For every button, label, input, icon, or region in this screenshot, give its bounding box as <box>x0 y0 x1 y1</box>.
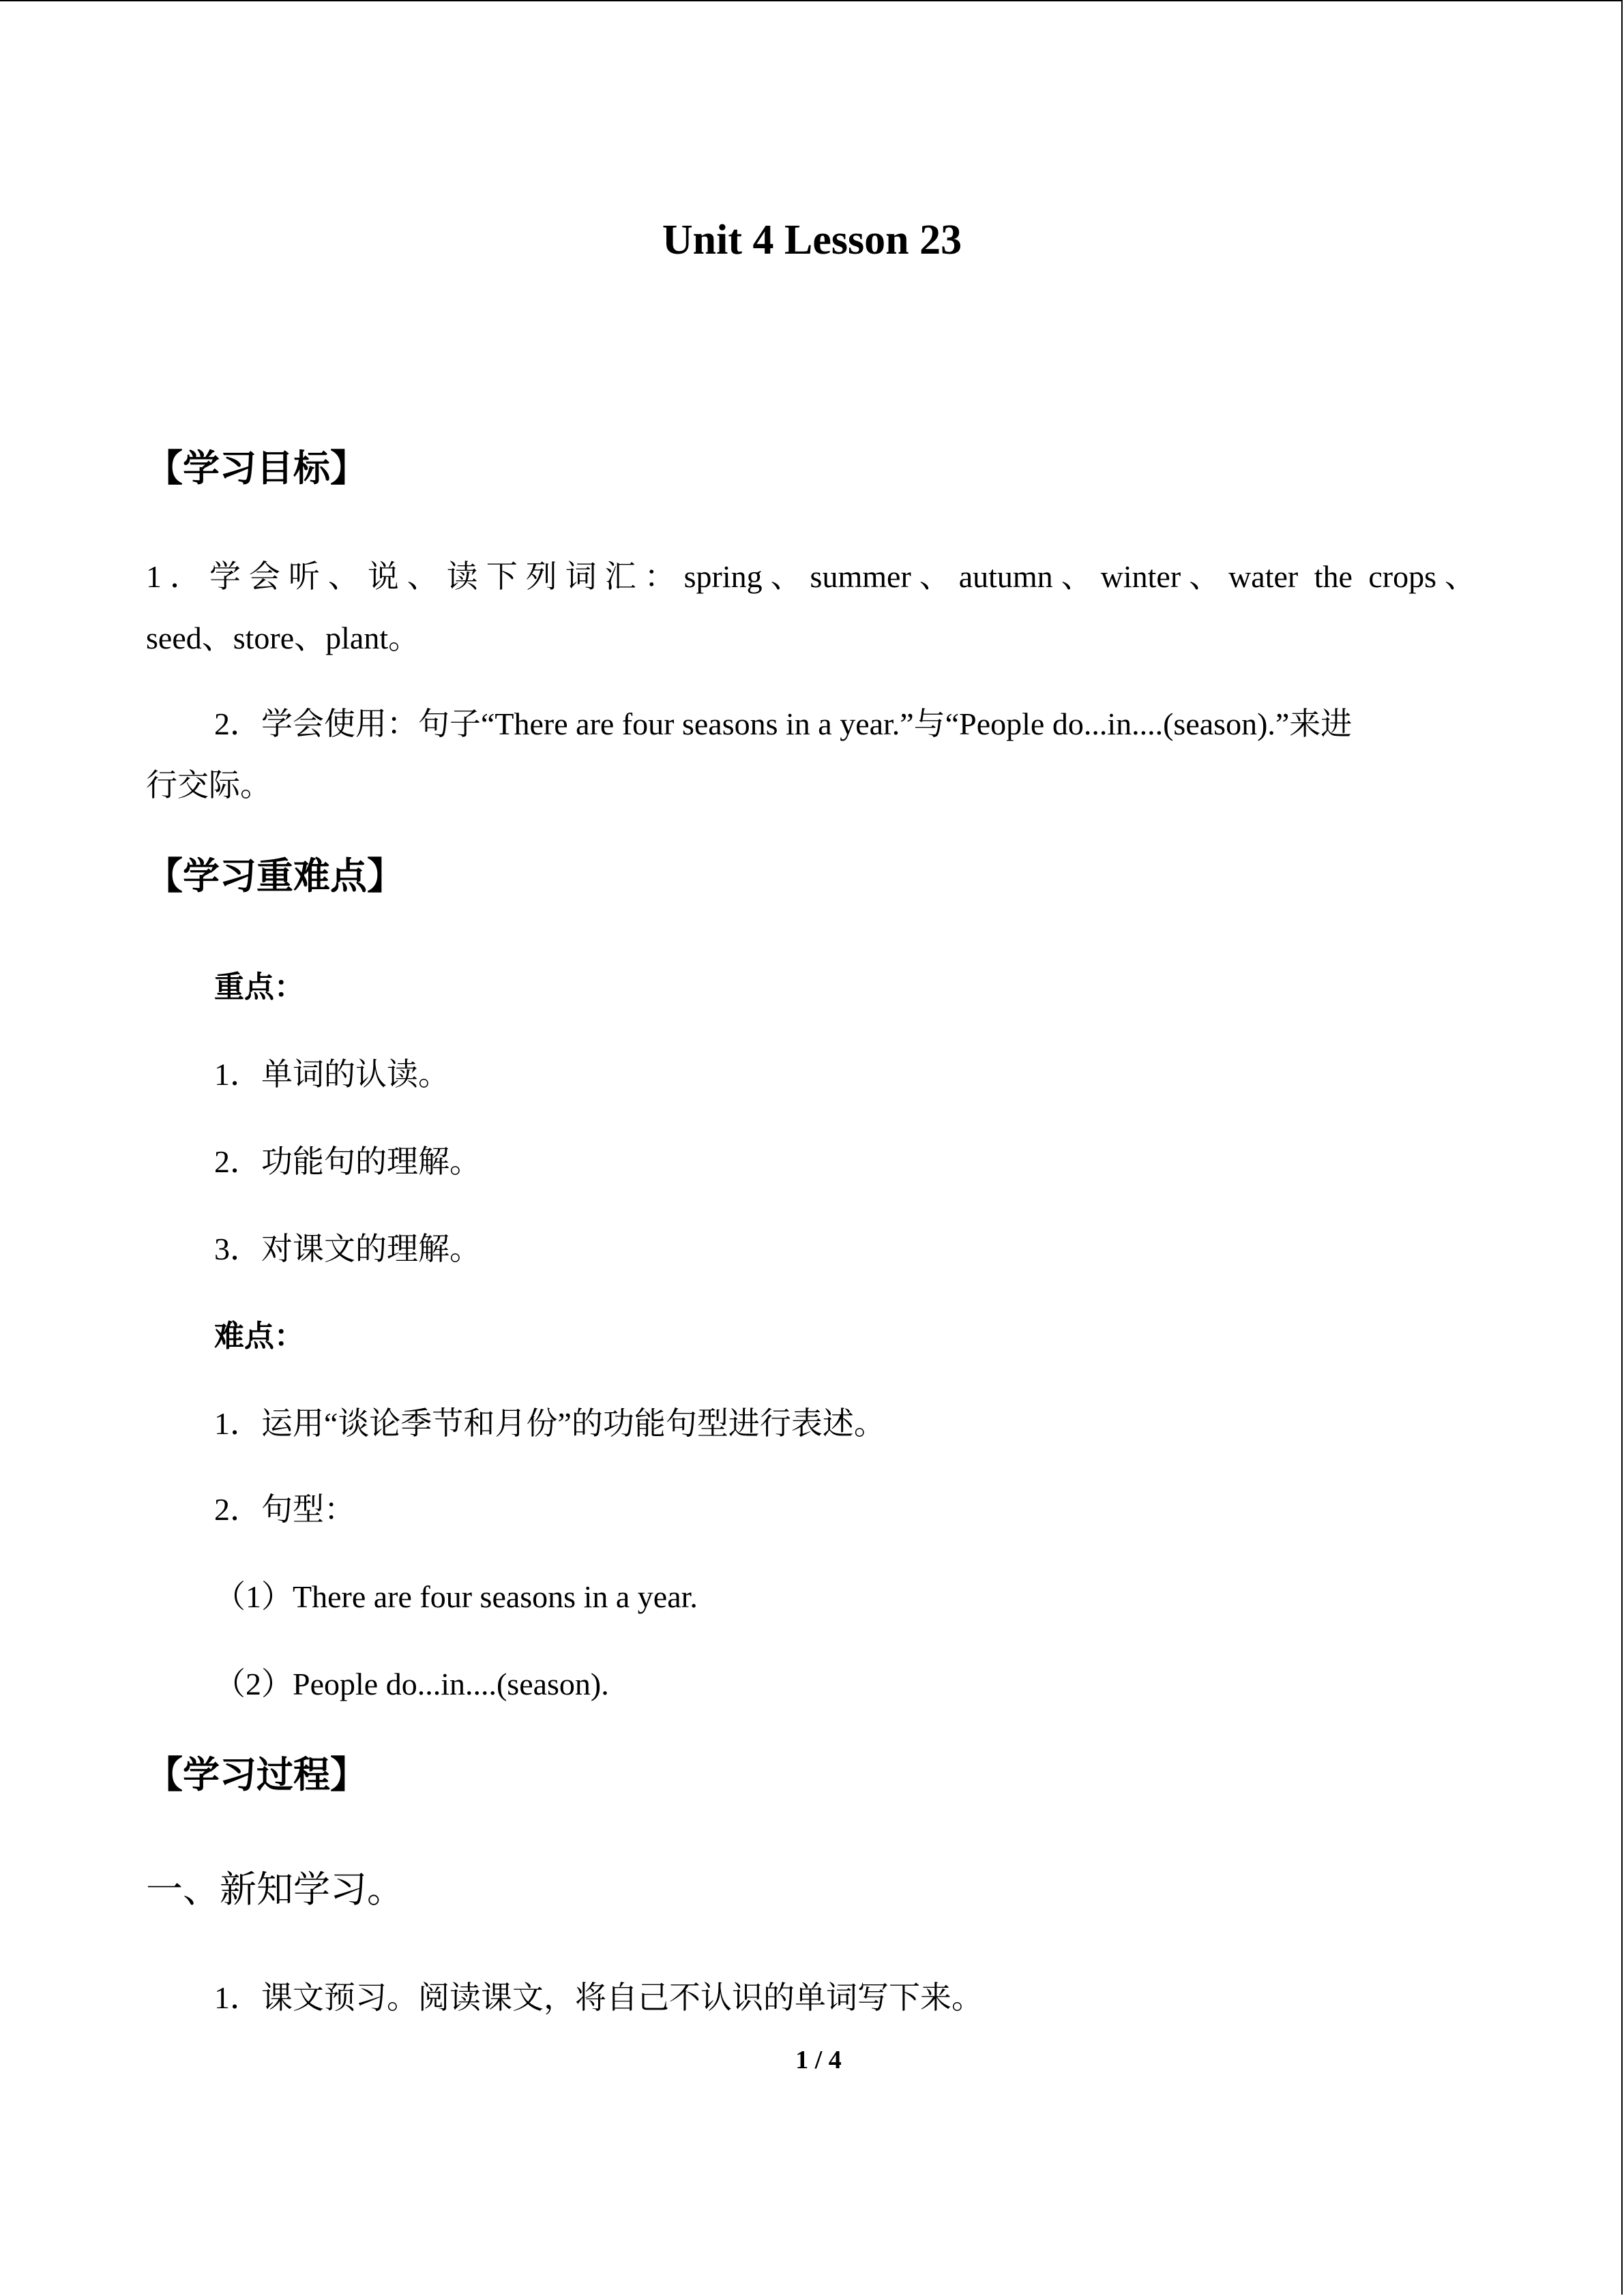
objective-item-1-line-2: seed、store、plant。 <box>146 621 420 655</box>
document-title: Unit 4 Lesson 23 <box>662 217 962 263</box>
objective-item-2-line-1: 2．学会使用：句子“There are four seasons in a year.”与“People do...in....(season).”来进 <box>214 706 1353 741</box>
step-1-heading: 一、新知学习。 <box>146 1869 404 1910</box>
page-number: 1 / 4 <box>795 2046 842 2074</box>
difficulty-item: 1．运用“谈论季节和月份”的功能句型进行表述。 <box>214 1406 885 1441</box>
focus-item: 3．对课文的理解。 <box>214 1232 481 1266</box>
step-1-item-1: 1．课文预习。阅读课文，将自己不认识的单词写下来。 <box>214 1980 983 2015</box>
objective-item-1-line-1: 1．学会听、说、读下列词汇：spring、summer、autumn、winter、water the crops、 <box>146 559 1476 594</box>
focus-label: 重点： <box>214 970 304 1004</box>
sentence-pattern: （2）People do...in....(season). <box>214 1667 609 1701</box>
sentence-pattern: （1）There are four seasons in a year. <box>214 1579 698 1614</box>
focus-item: 2．功能句的理解。 <box>214 1144 481 1179</box>
difficulty-item: 2．句型： <box>214 1492 355 1527</box>
objective-item-2-line-2: 行交际。 <box>146 768 271 803</box>
key-points-heading: 【学习重难点】 <box>146 854 404 897</box>
process-heading: 【学习过程】 <box>146 1753 367 1796</box>
difficulty-label: 难点： <box>214 1319 304 1354</box>
objectives-heading: 【学习目标】 <box>146 447 367 490</box>
focus-item: 1．单词的认读。 <box>214 1057 449 1092</box>
